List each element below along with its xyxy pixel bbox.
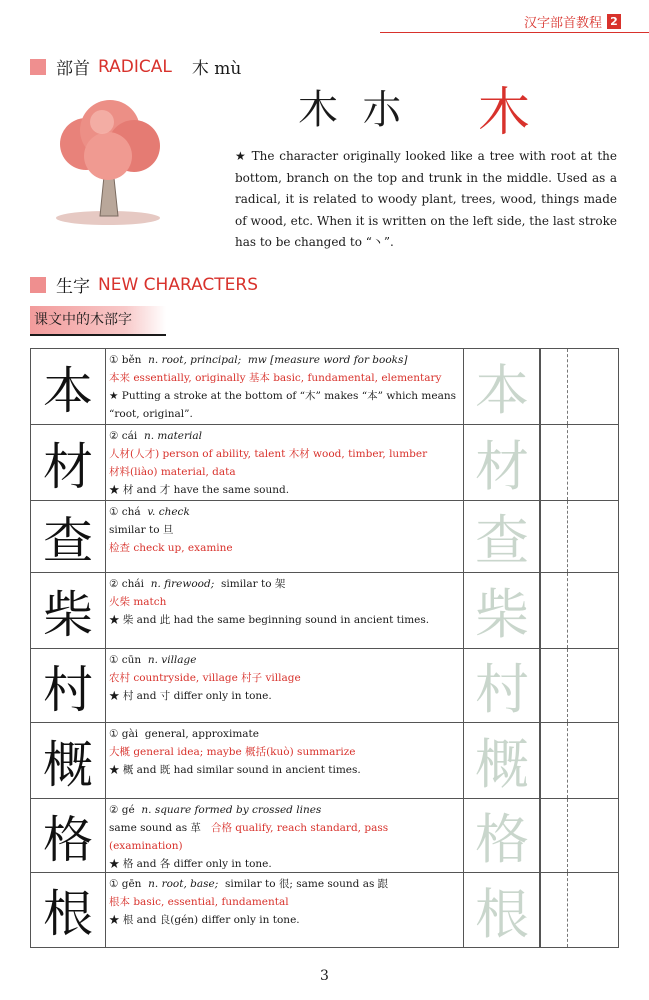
heading-square-icon: [30, 277, 46, 293]
trace-character: 材: [463, 425, 541, 500]
definition: v. check: [147, 506, 190, 518]
definition-extra: mw [measure word for books]: [247, 354, 408, 366]
character-info: [109, 651, 460, 705]
characters-table: [30, 348, 619, 948]
radical-label: 木 mù: [191, 59, 242, 79]
pinyin: ② chái: [109, 578, 145, 590]
character-info: [109, 427, 460, 499]
definition: general, approximate: [144, 728, 259, 740]
character-info: [109, 351, 460, 423]
pinyin: ② gé: [109, 804, 135, 816]
page-number: 3: [320, 968, 329, 984]
character-cell: 村: [31, 649, 106, 722]
pinyin: ② cái: [109, 430, 138, 442]
new-chars-heading-en: NEW CHARACTERS: [98, 274, 259, 295]
character-info: [109, 875, 460, 929]
character-cell: 材: [31, 425, 106, 500]
definition: n. square formed by crossed lines: [141, 804, 322, 816]
tree-illustration: [48, 96, 168, 226]
note: ★ 格 and 各 differ only in tone.: [109, 858, 272, 870]
note: ★ 概 and 既 had similar sound in ancient times.: [109, 764, 361, 776]
table-row: [31, 501, 618, 573]
compounds: 本来 essentially, originally 基本 basic, fundamental, elementary: [109, 372, 442, 384]
character-cell: 根: [31, 873, 106, 947]
pinyin: ① chá: [109, 506, 141, 518]
radical-description: ★ The character originally looked like a tree with root at the bottom, branch on the top and trunk in the middle. Used as a radical, it is related to woody plant, trees, wood, things made of wood, etc. When it is written on the left side, the last stroke has to be changed to “丶”.: [235, 149, 617, 249]
pinyin: ① gài: [109, 728, 139, 740]
definition: n. firewood;: [150, 578, 215, 590]
volume-badge: 2: [607, 14, 621, 29]
pinyin: ① cūn: [109, 654, 142, 666]
character-cell: 查: [31, 501, 106, 572]
book-title: 汉字部首教程: [523, 16, 602, 31]
note: ★ 材 and 才 have the same sound.: [109, 484, 290, 496]
character-cell: 本: [31, 349, 106, 424]
compounds: 合格 qualify, reach standard, pass (examination): [109, 822, 389, 852]
table-row: [31, 873, 618, 947]
radical-form-2: 朩: [362, 87, 402, 133]
character-cell: 概: [31, 723, 106, 798]
trace-character: 根: [463, 873, 541, 947]
table-row: [31, 425, 618, 501]
definition: n. root, base;: [148, 878, 219, 890]
character-info: [109, 801, 460, 873]
similar-note: same sound as 革: [109, 822, 201, 834]
radical-heading-en: RADICAL: [98, 56, 172, 77]
header-rule: [380, 32, 649, 33]
trace-character: 格: [463, 799, 541, 872]
subtitle-bar: 课文中的木部字: [30, 306, 166, 336]
note: ★ 村 and 寸 differ only in tone.: [109, 690, 272, 702]
character-cell: 格: [31, 799, 106, 872]
similar-note: similar to 旦: [109, 524, 174, 536]
character-info: [109, 725, 460, 779]
radical-form-3: 木: [478, 83, 531, 143]
pinyin: ① gēn: [109, 878, 142, 890]
new-chars-heading: [30, 272, 258, 297]
compounds: 农村 countryside, village 村子 village: [109, 672, 301, 684]
radical-heading-cn: 部首: [56, 59, 90, 79]
table-row: [31, 799, 618, 873]
compounds: 人材(人才) person of ability, talent 木材 wood, timber, lumber: [109, 448, 428, 460]
table-row: [31, 349, 618, 425]
character-info: [109, 503, 460, 557]
new-chars-heading-cn: 生字: [56, 277, 90, 297]
note: ★ 柴 and 此 had the same beginning sound in ancient times.: [109, 614, 430, 626]
trace-character: 概: [463, 723, 541, 798]
character-info: [109, 575, 460, 629]
trace-character: 柴: [463, 573, 541, 648]
trace-character: 查: [463, 501, 541, 572]
note: ★ Putting a stroke at the bottom of “木” makes “本” which means “root, original”.: [109, 390, 456, 420]
compounds: 火柴 match: [109, 596, 167, 608]
character-cell: 柴: [31, 573, 106, 648]
compounds-2: 材料(liào) material, data: [109, 466, 236, 478]
pinyin: ① běn: [109, 354, 142, 366]
radical-form-1: 木: [298, 87, 338, 133]
heading-square-icon: [30, 59, 46, 75]
definition-extra: similar to 架: [220, 578, 286, 590]
compounds: 根本 basic, essential, fundamental: [109, 896, 289, 908]
radical-heading: [30, 54, 241, 79]
compounds: 检查 check up, examine: [109, 542, 233, 554]
note: ★ 根 and 良(gén) differ only in tone.: [109, 914, 300, 926]
definition-extra: similar to 很; same sound as 跟: [224, 878, 389, 890]
trace-character: 本: [463, 349, 541, 424]
definition: n. material: [143, 430, 203, 442]
table-row: [31, 649, 618, 723]
running-header: [524, 12, 621, 31]
definition: n. village: [147, 654, 197, 666]
definition: n. root, principal;: [148, 354, 242, 366]
table-row: [31, 723, 618, 799]
compounds: 大概 general idea; maybe 概括(kuò) summarize: [109, 746, 356, 758]
trace-character: 村: [463, 649, 541, 722]
table-row: [31, 573, 618, 649]
